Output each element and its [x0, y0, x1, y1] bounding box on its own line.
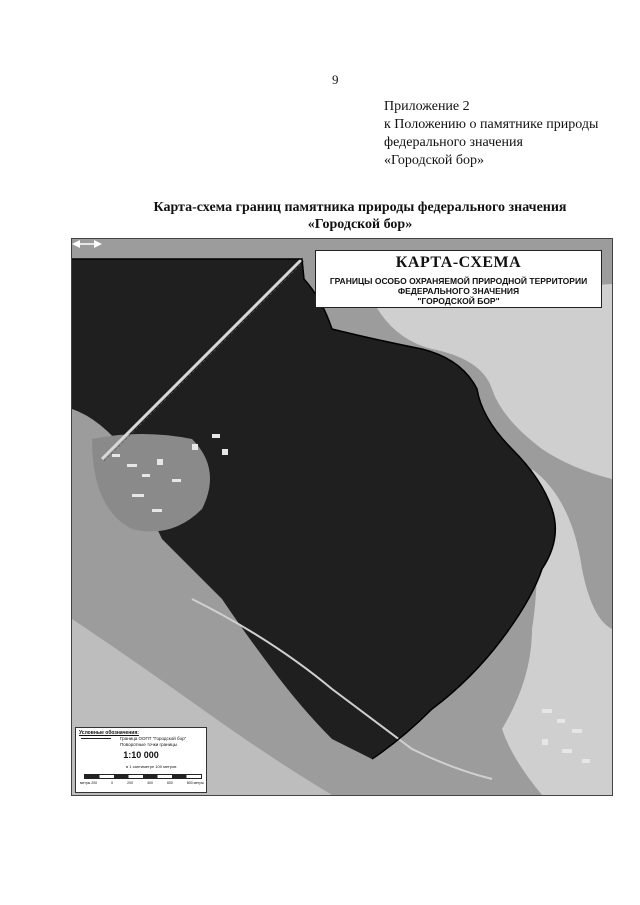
map-legend	[75, 727, 207, 793]
map-subtitle	[316, 276, 601, 306]
legend-scale-ticks	[80, 781, 204, 785]
legend-item-boundary: Граница ООПТ "Городской бор"	[120, 736, 187, 741]
scale-tick: 800 метры	[186, 781, 204, 785]
map-scheme	[71, 238, 613, 796]
map-subtitle-line-3: "ГОРОДСКОЙ БОР"	[417, 296, 500, 306]
compass-arrows-icon	[72, 239, 102, 249]
document-title-line-2: «Городской бор»	[307, 217, 413, 232]
legend-scale: 1:10 000	[123, 750, 159, 760]
appendix-line-3: федерального значения	[384, 135, 523, 150]
scale-tick: 0	[111, 781, 114, 785]
map-title: КАРТА-СХЕМА	[395, 254, 522, 271]
legend-scale-note: в 1 сантиметре 100 метров	[126, 764, 177, 769]
scale-tick: 400	[147, 781, 153, 785]
document-title	[100, 199, 620, 233]
legend-scale-bar	[84, 774, 202, 779]
page-number: 9	[332, 72, 339, 87]
appendix-line-2: к Положению о памятнике природы	[384, 117, 599, 132]
appendix-line-1: Приложение 2	[384, 99, 470, 114]
legend-item-points: Поворотные точки границы	[120, 742, 177, 747]
map-title-box	[315, 250, 602, 308]
legend-boundary-line-symbol	[81, 738, 111, 739]
scale-tick: 200	[127, 781, 134, 785]
map-subtitle-line-2: ФЕДЕРАЛЬНОГО ЗНАЧЕНИЯ	[397, 286, 520, 296]
legend-heading: Условные обозначения:	[79, 730, 139, 736]
appendix-header	[384, 98, 598, 170]
map-subtitle-line-1: ГРАНИЦЫ ОСОБО ОХРАНЯЕМОЙ ПРИРОДНОЙ ТЕРРИТОРИИ	[329, 276, 588, 286]
appendix-line-4: «Городской бор»	[384, 153, 485, 168]
document-title-line-1: Карта-схема границ памятника природы федерального значения	[153, 200, 567, 215]
scale-tick: 600	[166, 781, 173, 785]
map-graphic	[72, 239, 612, 795]
scale-tick: метры 200	[80, 781, 98, 785]
